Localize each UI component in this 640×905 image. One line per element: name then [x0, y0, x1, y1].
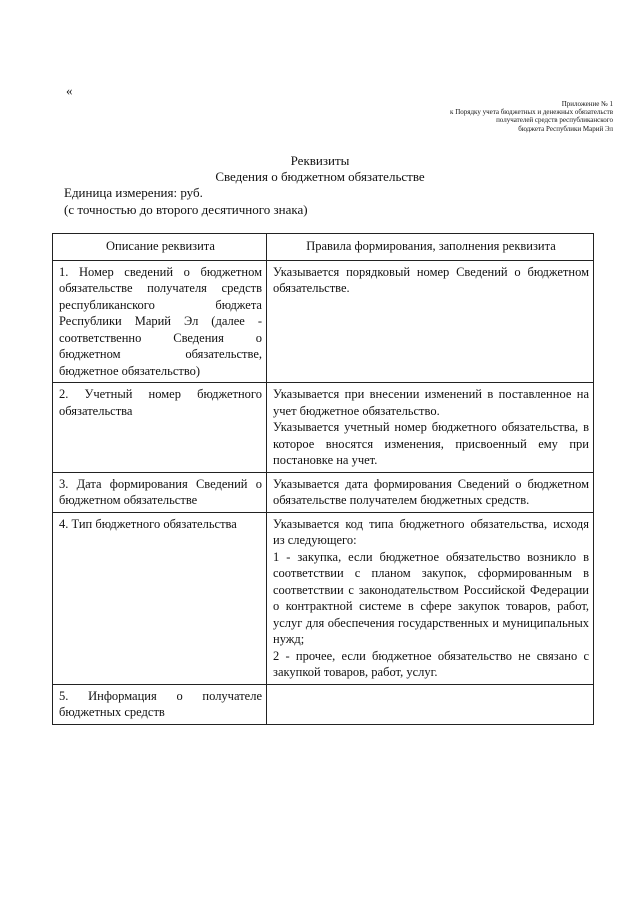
- requisite-description: 5. Информация о получателе бюджетных средств: [53, 684, 267, 724]
- table-row: [53, 472, 594, 512]
- column-header-description: Описание реквизита: [53, 234, 267, 261]
- opening-quote-mark: «: [66, 83, 73, 98]
- requisite-rules: [267, 383, 594, 473]
- requisite-rules: [267, 684, 594, 724]
- requisite-description: 1. Номер сведений о бюджетном обязательстве получателя средств республиканского бюджета Республики Марий Эл (далее - соответственно Сведения о бюджетном обязательстве, бюджетное обязательство): [53, 260, 267, 383]
- document-subtitle: Сведения о бюджетном обязательстве: [215, 169, 425, 184]
- requisite-description: 4. Тип бюджетного обязательства: [53, 512, 267, 684]
- appendix-line: к Порядку учета бюджетных и денежных обязательств: [450, 108, 613, 117]
- appendix-line: Приложение № 1: [561, 100, 613, 108]
- appendix-line: бюджета Республики Марий Эл: [518, 124, 613, 133]
- table-row: [53, 512, 594, 684]
- appendix-line: получателей средств республиканского: [496, 116, 613, 125]
- table-header-row: [53, 234, 594, 261]
- column-header-rules: Правила формирования, заполнения реквизита: [267, 234, 594, 261]
- rule-paragraph: Указывается учетный номер бюджетного обязательства, в которое вносятся изменения, присвоенный ему при постановке на учет.: [273, 420, 589, 467]
- table-row: [53, 383, 594, 473]
- requisite-rules: [267, 260, 594, 383]
- requisite-description: 3. Дата формирования Сведений о бюджетном обязательстве: [53, 472, 267, 512]
- rule-paragraph: Указывается порядковый номер Сведений о бюджетном обязательстве.: [273, 264, 589, 295]
- appendix-note: [313, 100, 613, 133]
- unit-of-measure: Единица измерения: руб.: [64, 185, 203, 200]
- rule-paragraph: Указывается при внесении изменений в поставленное на учет бюджетное обязательство.: [273, 387, 589, 418]
- requisite-rules: [267, 472, 594, 512]
- rule-paragraph: 2 - прочее, если бюджетное обязательство не связано с закупкой товаров, работ, услуг.: [273, 648, 589, 679]
- table-row: [53, 260, 594, 383]
- requisite-description: 2. Учетный номер бюджетного обязательства: [53, 383, 267, 473]
- document-title: Реквизиты: [290, 153, 350, 168]
- requisites-table: [52, 233, 594, 725]
- rule-paragraph: Указывается код типа бюджетного обязательства, исходя из следующего:: [273, 516, 589, 547]
- precision-note: (с точностью до второго десятичного знака): [64, 202, 308, 217]
- rule-paragraph: 1 - закупка, если бюджетное обязательство возникло в соответствии с планом закупок, сформированным в соответствии с законодательством Российской Федерации о контрактной системе в сфере закупок товаров, работ, услуг для обеспечения государственных и муниципальных нужд;: [273, 549, 589, 646]
- rule-paragraph: Указывается дата формирования Сведений о бюджетном обязательстве получателем бюджетных средств.: [273, 476, 589, 507]
- requisite-rules: [267, 512, 594, 684]
- table-row: [53, 684, 594, 724]
